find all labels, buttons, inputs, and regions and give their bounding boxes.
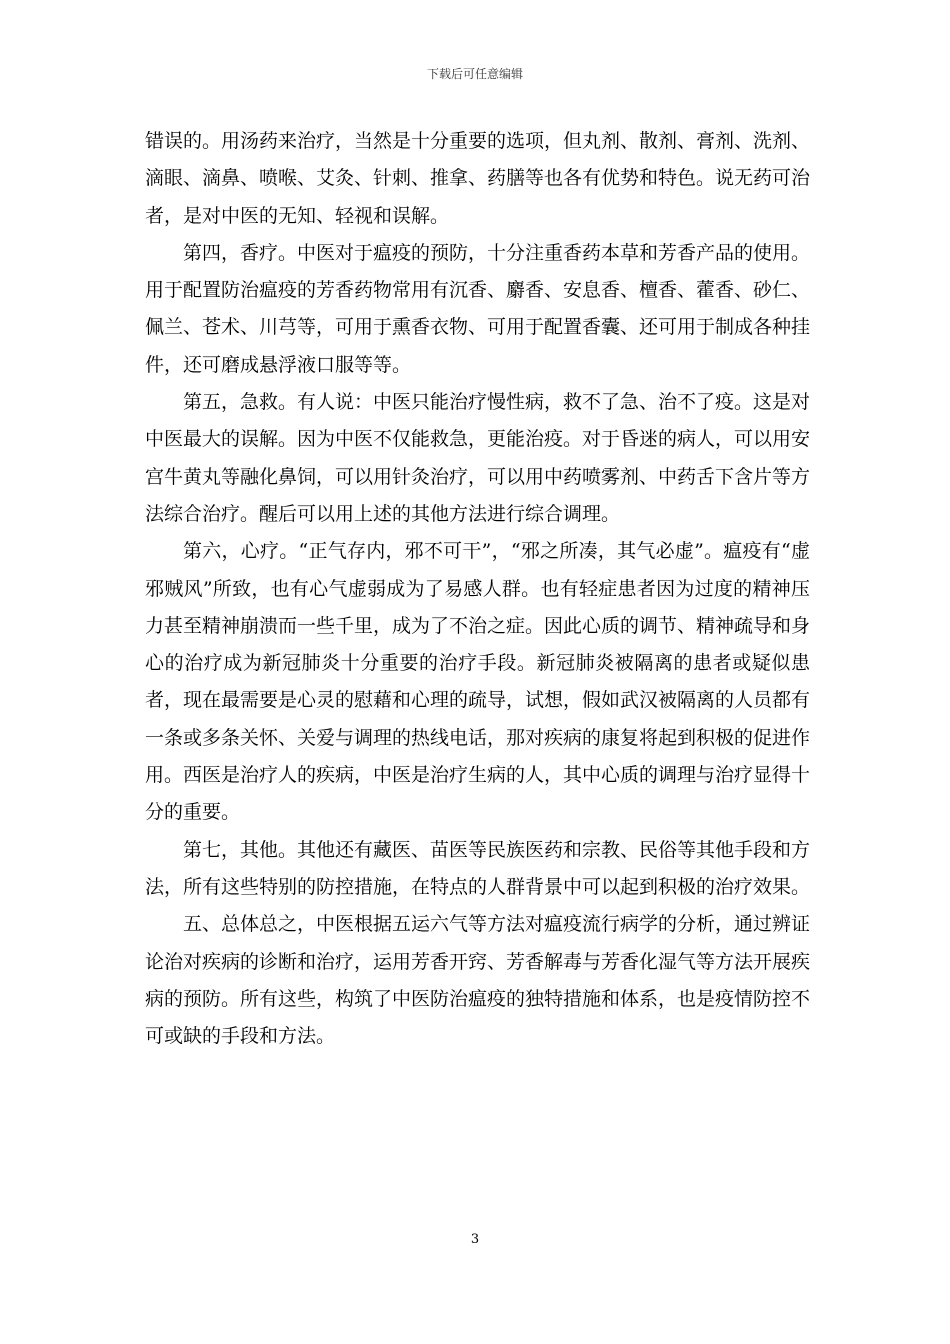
- paragraph-sixth-mind-therapy: 第六，心疗。“正气存内，邪不可干”，“邪之所凑，其气必虚”。瘟疫有“虚邪贼风”所致，也有心气虚弱成为了易感人群。也有轻症患者因为过度的精神压力甚至精神崩溃而一些千里，成为了不治之症。因此心质的调节、精神疏导和身心的治疗成为新冠肺炎十分重要的治疗手段。新冠肺炎被隔离的患者或疑似患者，现在最需要是心灵的慰藉和心理的疏导，试想，假如武汉被隔离的人员都有一条或多条关怀、关爱与调理的热线电话，那对疾病的康复将起到积极的促进作用。西医是治疗人的疾病，中医是治疗生病的人，其中心质的调理与治疗显得十分的重要。: [145, 540, 811, 824]
- paragraph-seventh-other: 第七，其他。其他还有藏医、苗医等民族医药和宗教、民俗等其他手段和方法，所有这些特别的防控措施，在特点的人群背景中可以起到积极的治疗效果。: [145, 838, 811, 898]
- paragraph-fourth-aroma-therapy: 第四，香疗。中医对于瘟疫的预防，十分注重香药本草和芳香产品的使用。用于配置防治瘟疫的芳香药物常用有沉香、麝香、安息香、檀香、藿香、砂仁、佩兰、苍术、川芎等，可用于熏香衣物、可用于配置香囊、还可用于制成各种挂件，还可磨成悬浮液口服等等。: [145, 241, 811, 376]
- document-body: [145, 123, 810, 1055]
- paragraph-fifth-first-aid: 第五，急救。有人说：中医只能治疗慢性病，救不了急、治不了疫。这是对中医最大的误解。因为中医不仅能救急，更能治疫。对于昏迷的病人，可以用安宫牛黄丸等融化鼻饲，可以用针灸治疗，可以用中药喷雾剂、中药舌下含片等方法综合治疗。醒后可以用上述的其他方法进行综合调理。: [145, 391, 811, 525]
- paragraph-five-summary: 五、总体总之，中医根据五运六气等方法对瘟疫流行病学的分析，通过辨证论治对疾病的诊断和治疗，运用芳香开窍、芳香解毒与芳香化湿气等方法开展疾病的预防。所有这些，构筑了中医防治瘟疫的独特措施和体系，也是疫情防控不可或缺的手段和方法。: [145, 913, 811, 1048]
- page-number: 3: [470, 1232, 480, 1247]
- page-header: 下载后可任意编辑: [426, 67, 523, 81]
- paragraph-continuation: 错误的。用汤药来治疗，当然是十分重要的选项，但丸剂、散剂、膏剂、洗剂、滴眼、滴鼻、喷喉、艾灸、针刺、推拿、药膳等也各有优势和特色。说无药可治者，是对中医的无知、轻视和误解。: [145, 130, 811, 227]
